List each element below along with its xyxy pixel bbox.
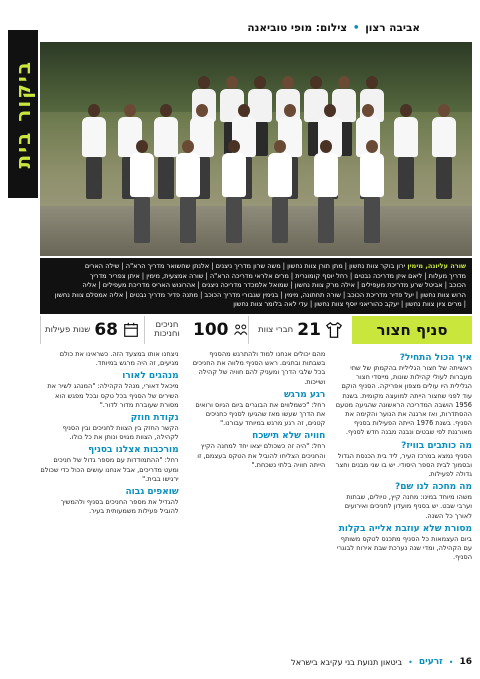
section-body: רחל: "היה זה כשכולם יצאו יחד למחנה הקיץ והחניכים הצליחו להוביל את הטקס בעצמם, זו הייתה חוויה בלתי נשכחת." xyxy=(197,442,326,469)
section-body: ניצחנו אותו במצעד הזה. כשראינו את כולם מגיעים, זה היה מרגש במיוחד. xyxy=(59,350,179,368)
group-photo xyxy=(40,42,472,256)
calendar-icon xyxy=(122,321,140,339)
stat-members-number: 100 xyxy=(193,320,229,340)
writer-name: אביבה רצון xyxy=(365,22,420,34)
footer-dot: • xyxy=(408,657,413,667)
caption-line-4: הרוש צוות נחשון | יעל פדיר מדריכת הכוכב | שורה תחתונה, מימין | בנימין שגבורי מדריך הכוכב | מתנה פדיר מדריך נבטים | אליה אמסלם צוות נחשון xyxy=(54,290,466,299)
stat-members-label: חניכים וחניכות xyxy=(154,320,180,339)
section-heading: רגע מרגש xyxy=(283,389,326,400)
article-body xyxy=(40,350,472,650)
photo-credit: צילום: מופי טוביאנה xyxy=(247,22,348,34)
stat-members xyxy=(144,316,248,344)
section-tab-label: ביקור בית xyxy=(11,59,35,169)
branch-stats-bar xyxy=(40,316,472,344)
section-body: מיכאל דאורי, מנהל הקהילה: "המנהג לשיר את השירים של הסניף בכל טקס ובכל מפגש הוא מסורת שעוברת מדור לדור." xyxy=(47,382,179,409)
stat-years-label: שנות פעילות xyxy=(45,324,91,335)
section-tab xyxy=(8,30,38,198)
photo-ground xyxy=(40,206,472,256)
article-column-middle xyxy=(187,350,326,650)
stat-staff xyxy=(248,316,352,344)
caption-line-3: הכוכב | אביטל שרע מדריכת מעפילים | אילה מרק צוות נחשון | שמואל אלמכדר מדריכה ניצנים | אהרונוש האריס מדריכת מעפילים | אליה xyxy=(82,281,466,290)
stat-years-number: 68 xyxy=(94,320,118,340)
magazine-tagline: ביטאון תנועת בני עקיבא בישראל xyxy=(291,657,403,667)
section-heading: שואפים גבוה xyxy=(125,487,179,498)
group-icon xyxy=(233,321,248,339)
magazine-logo: זרעים xyxy=(418,657,443,667)
photo-caption xyxy=(40,258,472,314)
section-heading: מורכבות אצלנו בסניף xyxy=(88,445,179,456)
credit-separator: • xyxy=(352,22,360,34)
section-heading: נקודת חוזק xyxy=(130,413,179,424)
section-body: הסניף נמצא במרכז העיר, ליד בית הכנסת הגדול ובסמוך לבית הספר היסודי. יש בו שני מבנים וחצר גדולה לפעילות. xyxy=(335,451,472,479)
caption-line-1: שורה עליונה, מימין ירון בוקר צוות נחשון | מתן תורן צוות נחשון | משה שרון מדריך ניצנים | אלנתן שחשואר מדריך הרא"ה | שילה הארים xyxy=(84,262,466,270)
stat-staff-number: 21 xyxy=(297,320,321,340)
section-body: ביום העצמאות כל הסניף מתכנס לטקס משותף עם הקהילה, ומדי שנה נערכת שבת אירוח לבוגרי הסניף. xyxy=(336,534,472,562)
section-heading: מה מחכה לנו שם? xyxy=(395,482,472,493)
section-body: רחל: "ההתמודדות עם מספר גדול של חניכים ומעט מדריכים, אבל אנחנו עושים הכול כדי שכולם ירגישו בבית." xyxy=(40,456,179,483)
stat-years xyxy=(40,316,144,344)
article-column-left xyxy=(40,350,179,650)
section-heading: מנהגים לאורו xyxy=(122,371,179,382)
section-heading: איך הכול התחיל? xyxy=(399,353,472,363)
caption-line-2: מדריך מעלות | ליאם איזן מדריכה נבטים | רחל יוסף קומונרית | מרים אלראי מדריכה הרא"ה | שורה אמצעית, מימין | איתן צפריר מדריך xyxy=(89,271,466,280)
section-body: להגדיל את מספר החניכים בסניף ולהמשיך להוביל פעילות משמעותית בעיר. xyxy=(60,498,179,516)
page-number: 16 xyxy=(459,657,472,667)
section-heading: מסורת שלא עוזבת אלייה בקלות xyxy=(338,523,472,534)
branch-name: סניף חצור xyxy=(352,316,472,344)
section-body: הקשר החזק בין הצוות לחניכים ובין הסניף לקהילה, הצוות מגויס ונותן את כל כולו. xyxy=(62,424,179,442)
caption-line-5: | מרים ציון צוות נחשון | יעקב כהוריאני יוסף צוות נחשון | עדי לאה בלומר צוות נחשון xyxy=(233,300,466,309)
page-footer xyxy=(40,654,472,670)
section-body: מהם יכולים אנחנו למוד ולהתרגש מהסניף בשבתות ובחגים. ראש הסניף מלווה את החניכים בכל שלבי הדרך ומעניק להם חוויה של קהילה ושייכות. xyxy=(192,350,326,386)
article-column-right xyxy=(333,350,472,650)
credit-line xyxy=(60,22,420,34)
stat-staff-label: חברי צוות xyxy=(258,324,294,335)
shirt-icon xyxy=(325,321,343,339)
footer-dot: • xyxy=(448,657,454,667)
section-heading: מה כותבים בוויז? xyxy=(401,440,472,451)
section-heading: חוויה שלא תישכח xyxy=(252,431,326,442)
section-body: ראשיתה של חצור הגלילית בהקמתן של שתי מעברות לעולי קהילות שונות, מייסדי חצור הגלילית היו עולים מצפון אפריקה. הסניף הוקם עוד לפני שחצור הייתה למועצה מקומית. בשנת 1956 הושבה המדריכה הראשונה שהגיעה מטעם ההסתדרות, ואז ארגנה את הנוער והקימה את הסניף. בשנת 1976 הייתה הפעילות בסניף מאורגנת לפי שבטים ונבנה מבנה חדש לסניף. xyxy=(335,364,472,437)
section-body: רחל: "כשמלווים את הבוגרים ביום הגיוס ורואים את הדרך שעשו מאז שהגיעו לסניף כחניכים קטנים, זה רגע מרגש במיוחד עבורנו." xyxy=(195,400,326,428)
section-body: משהו מיוחד במינו: מחנה קיץ, טיולים, שבתות וערבי שבט. יש בסניף מועדון לחניכים ואירועים לאורך כל השנה. xyxy=(344,493,472,520)
